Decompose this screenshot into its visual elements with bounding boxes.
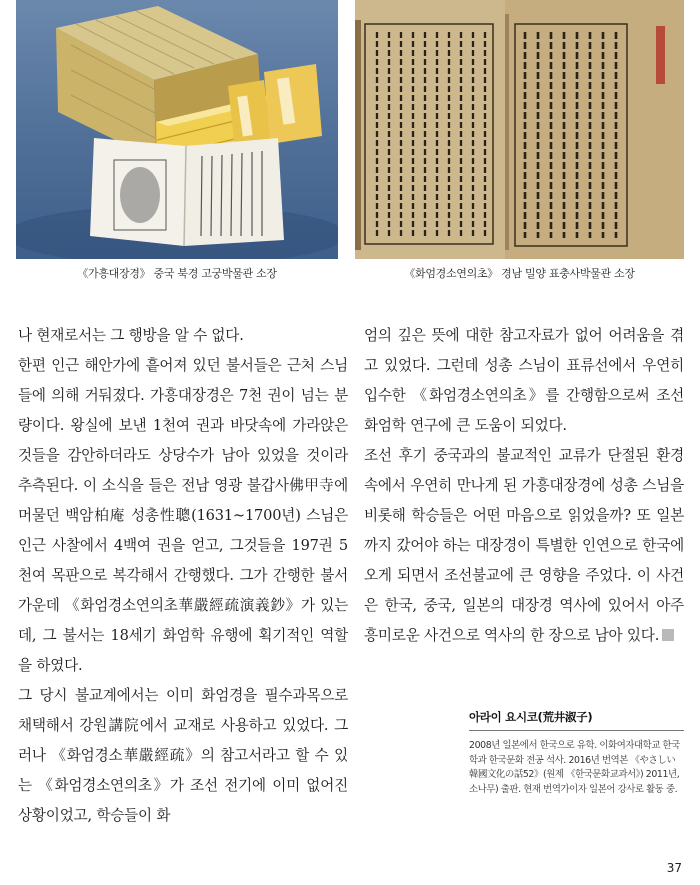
- paragraph: 그 당시 불교계에서는 이미 화엄경을 필수과목으로 채택해서 강원講院에서 교재로 사용하고 있었다. 그러나 《화엄경소華嚴經疏》의 참고서라고 할 수 있는 《화엄경소연의초》가 조선 전기에 이미 없어진 상황이었고, 학승들이 화: [18, 687, 348, 824]
- end-mark-icon: [662, 629, 674, 641]
- body-column-right: [364, 321, 684, 651]
- hwaeom-page-illustration: [355, 0, 684, 259]
- author-bio: 2008년 일본에서 한국으로 유학. 이화여자대학교 한국학과 한국문화 전공 석사. 2016년 번역본 《やさしい韓國文化の話52》(원제 《한국문화교과서》) 2011년, 소나무) 출판. 현재 번역가이자 일본어 강사로 활동 중.: [469, 740, 680, 795]
- paragraph: [364, 441, 684, 651]
- photo-jiaxing-canon: [16, 0, 338, 259]
- author-profile: [469, 709, 684, 797]
- red-seal-stamp: [656, 26, 665, 84]
- author-name: 아라이 요시코(荒井淑子): [469, 709, 684, 731]
- caption-left: 《가흥대장경》 중국 북경 고궁박물관 소장: [77, 267, 277, 280]
- paragraph: 한편 인근 해안가에 흩어져 있던 불서들은 근처 스님들에 의해 거둬졌다. 가흥대장경은 7천 권이 넘는 분량이다. 왕실에 보낸 1천여 권과 바닷속에 가라앉은 것들을 감안하더라도 상당수가 남아 있었을 것이라 추측된다. 이 소식을 들은 전남 영광 불갑사佛甲寺에 머물던 백암柏庵 성총性聰(1631~1700년) 스님은 인근 사찰에서 4백여 권을 얻고, 그것들을 197권 5천여 목판으로 복각해서 간행했다. 그가 간행한 불서 가운데 《화엄경소연의초華嚴經疏演義鈔》가 있는데, 그 불서는 18세기 화엄학 유행에 획기적인 역할을 하였다.: [18, 357, 348, 674]
- paragraph: 나 현재로서는 그 행방을 알 수 없다.: [18, 327, 244, 344]
- paragraph: 엄의 깊은 뜻에 대한 참고자료가 없어 어려움을 겪고 있었다. 그런데 성총 스님이 표류선에서 우연히 입수한 《화엄경소연의초》를 간행함으로써 조선 화엄학 연구에 큰 도움이 되었다.: [364, 327, 684, 434]
- jiaxing-canon-illustration: [16, 0, 338, 259]
- page-number: 37: [666, 861, 682, 875]
- body-column-left: [18, 321, 348, 831]
- paragraph-text: 조선 후기 중국과의 불교적인 교류가 단절된 환경 속에서 우연히 만나게 된 가흥대장경에 성총 스님을 비롯해 학승들은 어떤 마음으로 읽었을까? 또 일본까지 갔어야 하는 대장경이 특별한 인연으로 한국에 오게 되면서 조선불교에 큰 영향을 주었다. 이 사건은 한국, 중국, 일본의 대장경 역사에 있어서 아주 흥미로운 사건으로 역사의 한 장으로 남아 있다.: [364, 447, 684, 644]
- photo-hwaeom-commentary: [355, 0, 684, 259]
- caption-right: 《화엄경소연의초》 경남 밀양 표충사박물관 소장: [404, 267, 635, 280]
